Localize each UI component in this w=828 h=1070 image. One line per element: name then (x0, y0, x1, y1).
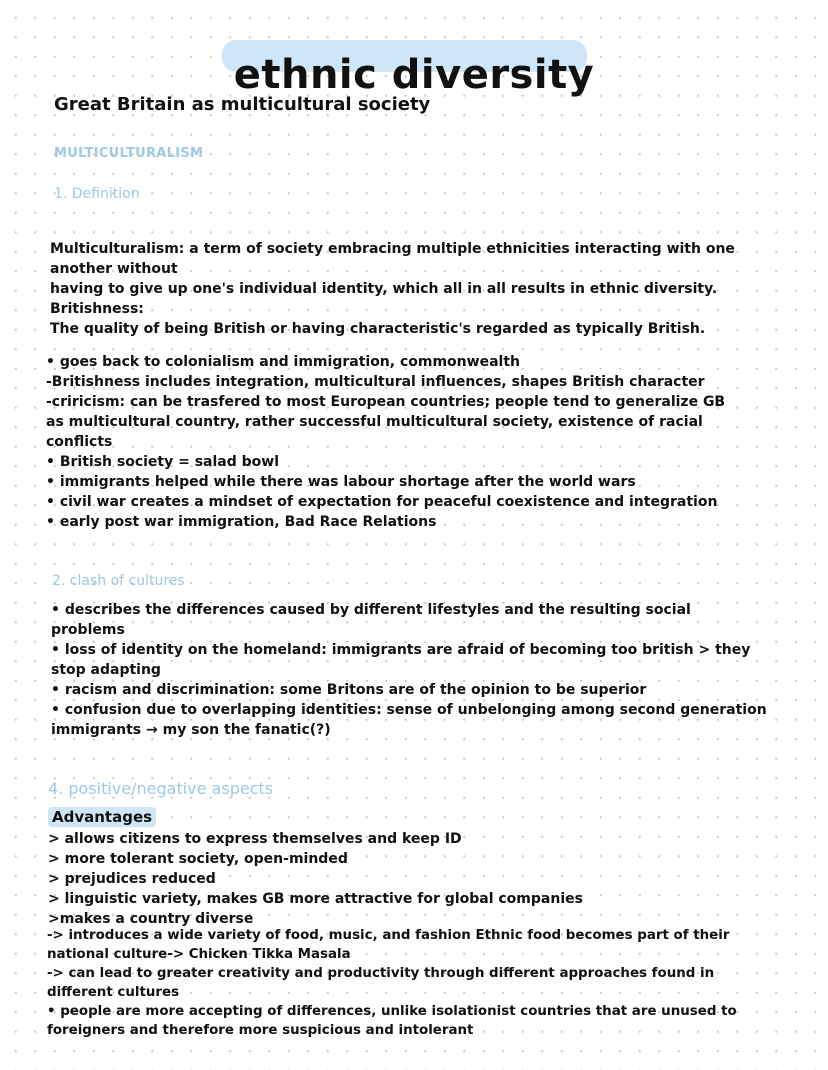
list-item: -Britishness includes integration, multicultural influences, shapes British character (46, 374, 705, 390)
advantages-list (48, 829, 583, 929)
list-item: national culture-> Chicken Tikka Masala (47, 947, 351, 962)
list-item: >makes a country diverse (48, 911, 254, 927)
subtitle: Great Britain as multicultural society (54, 94, 431, 115)
list-item: different cultures (47, 985, 180, 1000)
list-item: • racism and discrimination: some Britons are of the opinion to be superior (51, 682, 647, 698)
title-block (0, 22, 828, 98)
list-item: -> can lead to greater creativity and productivity through different approaches found in (47, 966, 715, 981)
definition-line: another without (50, 261, 178, 277)
page-title: ethnic diversity (233, 51, 595, 98)
list-item: -> introduces a wide variety of food, music, and fashion Ethnic food becomes part of their (47, 928, 730, 943)
list-item: • describes the differences caused by different lifestyles and the resulting social (51, 602, 691, 618)
bullet-list (46, 352, 725, 532)
clash-heading: 2. clash of cultures (52, 573, 185, 589)
definition-heading: 1. Definition (54, 186, 140, 202)
section-heading-multiculturalism: MULTICULTURALISM (54, 146, 204, 161)
list-item: conflicts (46, 434, 113, 450)
list-item: foreigners and therefore more suspicious and intolerant (47, 1023, 474, 1038)
definition-line: Multiculturalism: a term of society embracing multiple ethnicities interacting with one (50, 241, 735, 257)
list-item: • goes back to colonialism and immigration, commonwealth (46, 354, 520, 370)
list-item: problems (51, 622, 125, 638)
definition-line: The quality of being British or having characteristic's regarded as typically British. (50, 321, 706, 337)
list-item: > more tolerant society, open-minded (48, 851, 348, 867)
list-item: > linguistic variety, makes GB more attractive for global companies (48, 891, 583, 907)
aspects-heading: 4. positive/negative aspects (48, 779, 274, 798)
list-item: as multicultural country, rather successful multicultural society, existence of racial (46, 414, 703, 430)
list-item: • confusion due to overlapping identities: sense of unbelonging among second generation (51, 702, 767, 718)
list-item: -criricism: can be trasfered to most European countries; people tend to generalize GB (46, 394, 726, 410)
advantages-label: Advantages (48, 807, 156, 827)
definition-text (50, 239, 735, 339)
list-item: • immigrants helped while there was labour shortage after the world wars (46, 474, 636, 490)
list-item: • people are more accepting of differences, unlike isolationist countries that are unused to (47, 1004, 737, 1019)
list-item: > allows citizens to express themselves and keep ID (48, 831, 462, 847)
list-item: • loss of identity on the homeland: immigrants are afraid of becoming too british > they (51, 642, 751, 658)
list-item: • early post war immigration, Bad Race Relations (46, 514, 437, 530)
list-item: • British society = salad bowl (46, 454, 279, 470)
list-item: • civil war creates a mindset of expectation for peaceful coexistence and integration (46, 494, 718, 510)
list-item: stop adapting (51, 662, 161, 678)
definition-line: Britishness: (50, 301, 144, 317)
advantages-details (47, 926, 737, 1040)
list-item: > prejudices reduced (48, 871, 216, 887)
list-item: immigrants → my son the fanatic(?) (51, 722, 331, 738)
definition-line: having to give up one's individual identity, which all in all results in ethnic diversity. (50, 281, 718, 297)
clash-text (51, 600, 767, 740)
